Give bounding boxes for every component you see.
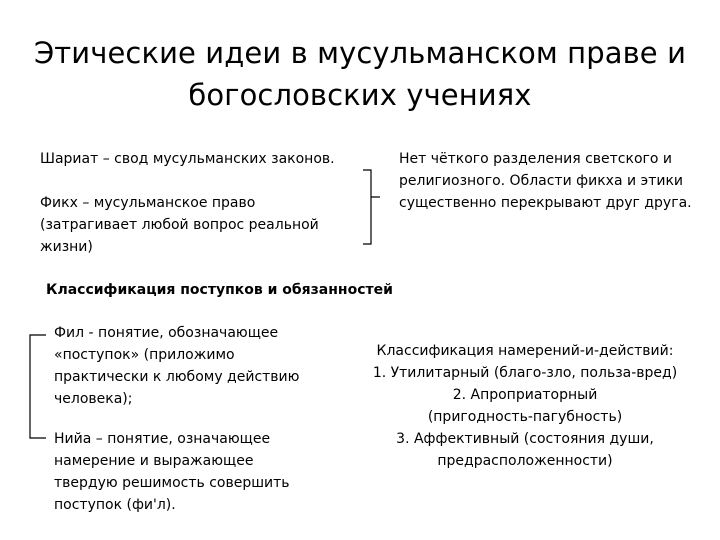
top-bracket	[363, 170, 380, 244]
intentions-classification	[350, 340, 700, 472]
fil-line1: Фил - понятие, обозначающее	[54, 325, 279, 341]
intentions-heading: Классификация намерений-и-действий:	[376, 343, 674, 359]
intentions-item-affective: 3. Аффективный (состояния души,	[396, 431, 654, 447]
left-definitions	[40, 148, 335, 258]
fil-line3: практически к любому действию	[54, 369, 300, 385]
page-title-line1: Этические идеи в мусульманском праве и	[33, 36, 687, 70]
niyya-line1: Нийа – понятие, означающее	[54, 431, 271, 447]
fil-line4: человека);	[54, 391, 133, 407]
fil-definition	[54, 322, 299, 410]
relationship-note-line1: Нет чёткого разделения светского и	[399, 151, 672, 167]
relationship-note-line3: существенно перекрывают друг друга.	[399, 195, 692, 211]
fiqh-definition-line1: Фикх – мусульманское право	[40, 195, 256, 211]
fil-line2: «поступок» (приложимо	[54, 347, 235, 363]
intentions-item-appropriative: 2. Апроприаторный	[452, 387, 598, 403]
classification-heading: Классификация поступков и обязанностей	[46, 282, 393, 298]
page-title-line2: богословских учениях	[188, 78, 532, 112]
intentions-item-affective-detail: предрасположенности)	[437, 453, 613, 469]
fiqh-definition-line2: (затрагивает любой вопрос реальной	[40, 217, 319, 233]
niyya-line4: поступок (фи'л).	[54, 497, 176, 513]
intentions-item-appropriative-detail: (пригодность-пагубность)	[427, 409, 623, 425]
page-title	[20, 32, 700, 116]
fiqh-definition-line3: жизни)	[40, 239, 93, 255]
relationship-note	[399, 148, 692, 214]
sharia-definition: Шариат – свод мусульманских законов.	[40, 151, 335, 167]
intentions-item-utilitarian: 1. Утилитарный (благо-зло, польза-вред)	[372, 365, 678, 381]
left-bracket	[30, 335, 46, 438]
niyya-definition	[54, 428, 290, 516]
relationship-note-line2: религиозного. Области фикха и этики	[399, 173, 684, 189]
niyya-line3: твердую решимость совершить	[54, 475, 290, 491]
niyya-line2: намерение и выражающее	[54, 453, 254, 469]
